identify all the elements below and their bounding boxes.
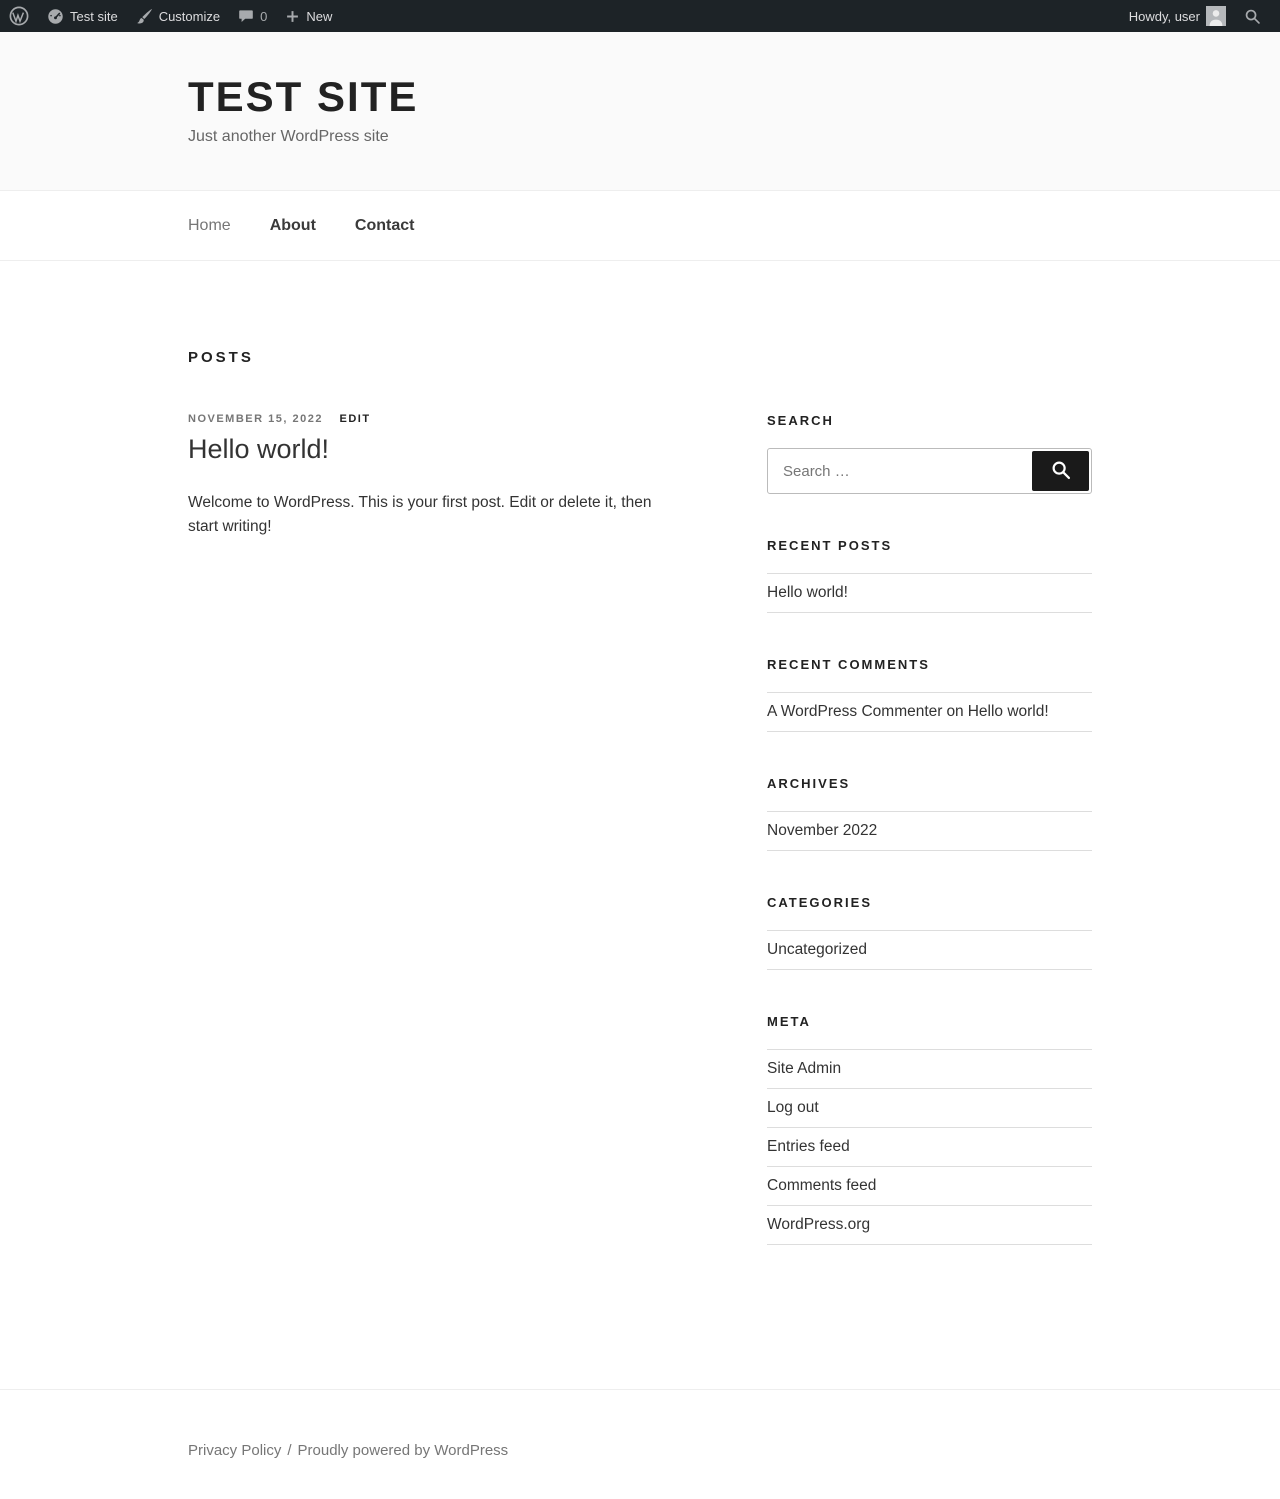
paintbrush-icon — [136, 8, 153, 25]
powered-by-link[interactable]: Proudly powered by WordPress — [297, 1442, 509, 1460]
list-item — [767, 931, 1092, 970]
comment-post-link[interactable]: Hello world! — [967, 703, 1049, 721]
page-title: POSTS — [188, 349, 254, 367]
comment-author-link[interactable]: A WordPress Commenter — [767, 703, 943, 721]
site-title-link[interactable]: TEST SITE — [188, 73, 419, 120]
recent-comments-widget — [767, 657, 1092, 732]
list-item — [767, 574, 1092, 613]
categories-widget — [767, 895, 1092, 970]
site-name-label: Test site — [70, 8, 118, 24]
meta-wordpress-org-link[interactable]: WordPress.org — [767, 1216, 871, 1234]
categories-title: CATEGORIES — [767, 895, 872, 911]
recent-posts-widget — [767, 538, 1092, 613]
list-item — [767, 1206, 1092, 1245]
search-button-icon — [1050, 459, 1072, 484]
search-widget — [767, 413, 1092, 494]
meta-entries-feed-link[interactable]: Entries feed — [767, 1138, 850, 1156]
wp-logo-menu[interactable] — [0, 0, 38, 32]
comments-menu[interactable] — [229, 0, 276, 32]
wordpress-logo-icon — [9, 6, 29, 26]
search-icon — [1244, 8, 1261, 25]
search-submit-button[interactable] — [1032, 451, 1089, 491]
sidebar — [767, 413, 1092, 1289]
list-item — [767, 1128, 1092, 1167]
customize-label: Customize — [158, 8, 221, 24]
wp-admin-bar — [0, 0, 1280, 32]
customize-menu[interactable] — [127, 0, 229, 32]
list-item — [767, 1050, 1092, 1089]
recent-posts-title: RECENT POSTS — [767, 538, 893, 554]
nav-item-about[interactable]: About — [269, 216, 316, 234]
meta-log-out-link[interactable]: Log out — [767, 1099, 819, 1117]
nav-item-home[interactable]: Home — [188, 216, 231, 234]
search-form — [767, 448, 1092, 494]
search-widget-title: SEARCH — [767, 413, 834, 429]
meta-site-admin-link[interactable]: Site Admin — [767, 1060, 842, 1078]
post-edit-link[interactable]: EDIT — [339, 413, 371, 426]
post-article — [188, 413, 682, 539]
recent-comments-title: RECENT COMMENTS — [767, 657, 930, 673]
site-name-menu[interactable] — [38, 0, 127, 32]
meta-widget — [767, 1014, 1092, 1245]
dashboard-icon — [47, 8, 64, 25]
new-content-menu[interactable] — [276, 0, 341, 32]
site-header — [0, 32, 1280, 191]
nav-item-contact[interactable]: Contact — [354, 216, 415, 234]
avatar — [1206, 6, 1226, 26]
howdy-label: Howdy, user — [1128, 8, 1200, 24]
archives-title: ARCHIVES — [767, 776, 851, 792]
list-item — [767, 1167, 1092, 1206]
admin-search-toggle[interactable] — [1235, 0, 1270, 32]
new-label: New — [306, 8, 333, 24]
primary-navigation — [0, 191, 1280, 261]
post-title-link[interactable]: Hello world! — [188, 434, 330, 465]
post-meta — [188, 413, 682, 425]
list-item — [767, 693, 1092, 732]
post-title — [188, 433, 682, 467]
my-account-menu[interactable] — [1120, 0, 1235, 32]
comment-count: 0 — [260, 8, 268, 24]
plus-icon — [285, 9, 300, 24]
recent-post-link[interactable]: Hello world! — [767, 584, 848, 602]
comment-connector: on — [946, 703, 964, 721]
list-item — [767, 1089, 1092, 1128]
category-link[interactable]: Uncategorized — [767, 941, 867, 959]
footer-separator: / — [287, 1442, 292, 1460]
list-item — [767, 812, 1092, 851]
site-footer — [0, 1389, 1280, 1499]
main-column — [188, 349, 682, 539]
site-content — [188, 261, 1092, 1389]
site-tagline: Just another WordPress site — [188, 128, 389, 146]
comment-bubble-icon — [238, 8, 254, 24]
privacy-policy-link[interactable]: Privacy Policy — [188, 1442, 282, 1460]
meta-title: META — [767, 1014, 811, 1030]
post-body: Welcome to WordPress. This is your first post. Edit or delete it, then start writing! — [188, 493, 652, 535]
meta-comments-feed-link[interactable]: Comments feed — [767, 1177, 877, 1195]
archives-widget — [767, 776, 1092, 851]
archive-link[interactable]: November 2022 — [767, 822, 878, 840]
post-date-link[interactable]: NOVEMBER 15, 2022 — [188, 413, 323, 426]
